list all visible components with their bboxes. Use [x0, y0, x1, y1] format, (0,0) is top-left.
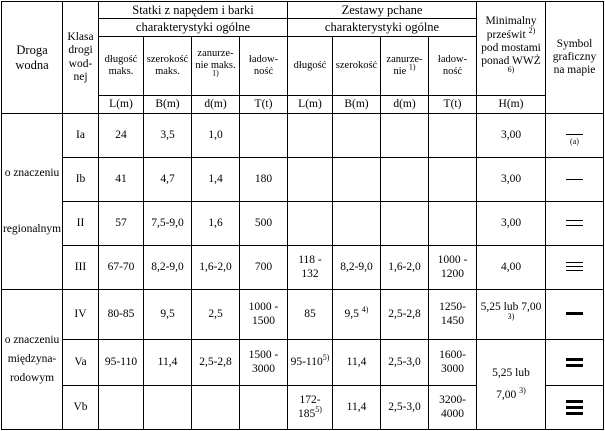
- row-vb-B2: 11,4: [333, 386, 381, 430]
- header-klasa: Klasa drogi wod-nej: [63, 1, 99, 114]
- header-ladownosc: ładow-ność: [240, 37, 288, 96]
- row-iv-klasa: IV: [63, 290, 99, 340]
- row-ii-symbol: [546, 202, 604, 246]
- header-szerokosc: szerokość maks.: [144, 37, 192, 96]
- row-va-L: 95-110: [99, 340, 144, 386]
- row-ii-B2: [333, 202, 381, 246]
- row-ib-T2: [429, 158, 477, 202]
- row-ib-H: 3,00: [477, 158, 546, 202]
- row-iv-T: 1000 - 1500: [240, 290, 288, 340]
- row-ii-T2: [429, 202, 477, 246]
- row-vb-L2: 172-185$^{5)}$: [288, 386, 333, 430]
- row-va-B2: 11,4: [333, 340, 381, 386]
- row-iv-d2: 2,5-2,8: [381, 290, 429, 340]
- row-iii-klasa: III: [63, 246, 99, 290]
- unit-H: H(m): [477, 96, 546, 114]
- row-ib-T: 180: [240, 158, 288, 202]
- header-zestawy-sub: charakterystyki ogólne: [288, 19, 477, 37]
- row-iii-B2: 8,2-9,0: [333, 246, 381, 290]
- row-ia-B: 3,5: [144, 114, 192, 158]
- row-ib-B2: [333, 158, 381, 202]
- row-iii-L: 67-70: [99, 246, 144, 290]
- row-vb-klasa: Vb: [63, 386, 99, 430]
- row-va-T2: 1600- 3000: [429, 340, 477, 386]
- unit-d2: d(m): [381, 96, 429, 114]
- double-thick-line-symbol-b: [566, 364, 583, 367]
- row-va-d2: 2,5-3,0: [381, 340, 429, 386]
- header-dlugosc2: długość: [288, 37, 333, 96]
- header-zanurzenie: zanurze-nie maks. $^{1)}$: [192, 37, 240, 96]
- row-iii-symbol: [546, 246, 604, 290]
- row-iv-L2: 85: [288, 290, 333, 340]
- group-international: o znaczeniu międzyna- rodowym: [1, 290, 63, 430]
- row-iv-T2: 1250- 1450: [429, 290, 477, 340]
- row-ib-klasa: Ib: [63, 158, 99, 202]
- row-vb-L: [99, 386, 144, 430]
- row-ia-T: [240, 114, 288, 158]
- triple-line-symbol-c: [566, 270, 583, 271]
- row-ia-d2: [381, 114, 429, 158]
- symbol-a-label: (a): [570, 137, 579, 146]
- row-vb-B: [144, 386, 192, 430]
- unit-T: T(t): [240, 96, 288, 114]
- row-ii-H: 3,00: [477, 202, 546, 246]
- row-ib-symbol: [546, 158, 604, 202]
- row-ia-T2: [429, 114, 477, 158]
- row-iii-H: 4,00: [477, 246, 546, 290]
- unit-B2: B(m): [333, 96, 381, 114]
- row-ii-d2: [381, 202, 429, 246]
- row-vb-d: [192, 386, 240, 430]
- row-ii-L2: [288, 202, 333, 246]
- row-iii-B: 8,2-9,0: [144, 246, 192, 290]
- row-ia-L2: [288, 114, 333, 158]
- row-ia-klasa: Ia: [63, 114, 99, 158]
- header-statki-sub: charakterystyki ogólne: [99, 19, 288, 37]
- row-iii-d: 1,6-2,0: [192, 246, 240, 290]
- row-ia-d: 1,0: [192, 114, 240, 158]
- unit-d: d(m): [192, 96, 240, 114]
- row-ib-d: 1,4: [192, 158, 240, 202]
- header-szerokosc2: szerokość: [333, 37, 381, 96]
- row-iv-symbol: [546, 290, 604, 340]
- row-ia-L: 24: [99, 114, 144, 158]
- group-regional: o znaczeniu regionalnym: [1, 114, 63, 290]
- row-vb-T2: 3200- 4000: [429, 386, 477, 430]
- row-iv-B2: 9,5 $^{4)}$: [333, 290, 381, 340]
- triple-thick-line-symbol-b: [566, 406, 583, 409]
- double-line-symbol-b: [566, 225, 583, 226]
- row-iv-B: 9,5: [144, 290, 192, 340]
- header-zanurzenie2: zanurze-nie $^{1)}$: [381, 37, 429, 96]
- unit-L: L(m): [99, 96, 144, 114]
- row-va-d: 2,5-2,8: [192, 340, 240, 386]
- row-ia-B2: [333, 114, 381, 158]
- header-statki-group: Statki z napędem i barki: [99, 1, 288, 19]
- header-przeswit: Minimalny prześwit $^{2)}$ pod mostami ponad WWŻ $^{6)}$: [477, 1, 546, 96]
- triple-thick-line-symbol-c: [566, 412, 583, 415]
- row-vb-symbol: [546, 386, 604, 430]
- row-ii-d: 1,6: [192, 202, 240, 246]
- header-dlugosc: długość maks.: [99, 37, 144, 96]
- row-va-klasa: Va: [63, 340, 99, 386]
- row-va-T: 1500 - 3000: [240, 340, 288, 386]
- unit-T2: T(t): [429, 96, 477, 114]
- row-ib-L2: [288, 158, 333, 202]
- triple-thick-line-symbol: [566, 400, 583, 403]
- unit-B: B(m): [144, 96, 192, 114]
- row-ib-d2: [381, 158, 429, 202]
- row-ib-L: 41: [99, 158, 144, 202]
- unit-L2: L(m): [288, 96, 333, 114]
- row-ii-klasa: II: [63, 202, 99, 246]
- row-ii-T: 500: [240, 202, 288, 246]
- header-zestawy-group: Zestawy pchane: [288, 1, 477, 19]
- single-line-symbol: [566, 179, 583, 180]
- row-va-L2: 95-110$^{5)}$: [288, 340, 333, 386]
- row-iv-L: 80-85: [99, 290, 144, 340]
- header-symbol: Symbol graficzny na mapie: [546, 1, 604, 114]
- double-thick-line-symbol: [566, 358, 583, 361]
- triple-line-symbol: [566, 262, 583, 263]
- header-ladownosc2: ładow-ność: [429, 37, 477, 96]
- row-iii-d2: 1,6-2,0: [381, 246, 429, 290]
- double-line-symbol: [566, 220, 583, 221]
- thin-line-symbol: [566, 134, 583, 135]
- row-iv-d: 2,5: [192, 290, 240, 340]
- row-va-B: 11,4: [144, 340, 192, 386]
- row-vb-d2: 2,5-3,0: [381, 386, 429, 430]
- header-droga: Droga wodna: [1, 1, 63, 114]
- row-iii-L2: 118 - 132: [288, 246, 333, 290]
- row-iii-T2: 1000 - 1200: [429, 246, 477, 290]
- row-iv-H: 5,25 lub 7,00 $^{3)}$: [477, 290, 546, 340]
- row-vb-T: [240, 386, 288, 430]
- row-ib-B: 4,7: [144, 158, 192, 202]
- thick-line-symbol: [566, 312, 583, 315]
- row-ia-H: 3,00: [477, 114, 546, 158]
- row-v-H: 5,25 lub 7,00 $^{3)}$: [477, 340, 546, 430]
- row-ia-symbol: [546, 114, 604, 158]
- triple-line-symbol-b: [566, 266, 583, 267]
- row-va-symbol: [546, 340, 604, 386]
- row-ii-L: 57: [99, 202, 144, 246]
- row-iii-T: 700: [240, 246, 288, 290]
- row-ii-B: 7,5-9,0: [144, 202, 192, 246]
